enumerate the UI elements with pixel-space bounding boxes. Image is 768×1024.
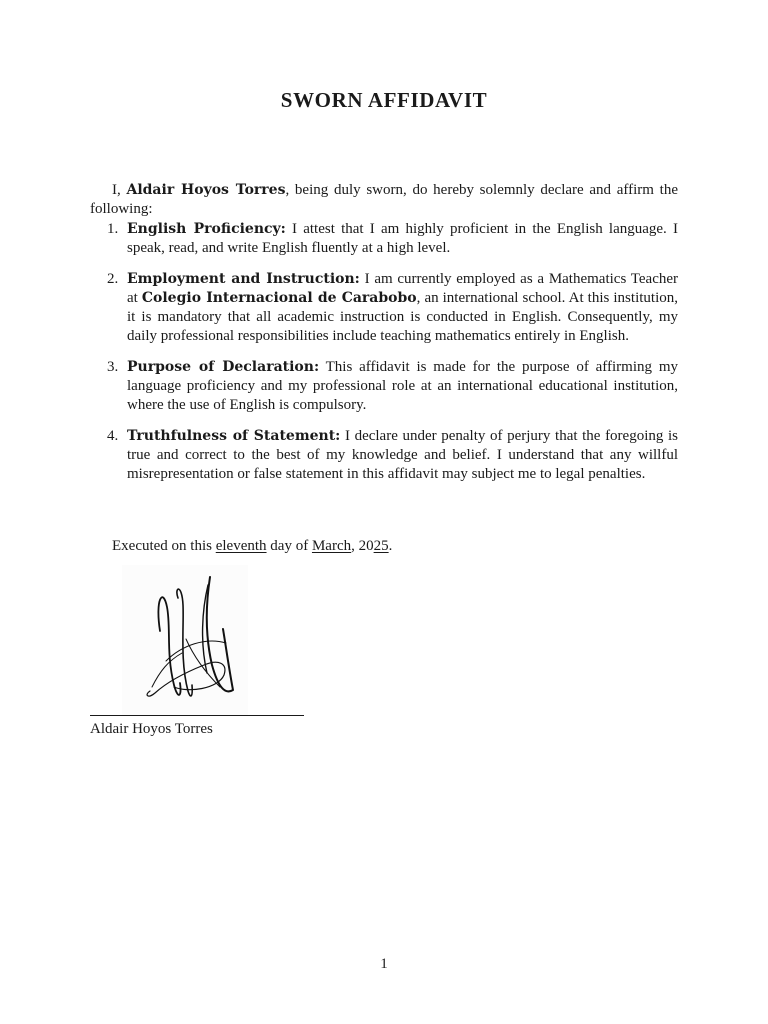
item-text: I am currently employed as a Mathematics Teacher at xyxy=(127,271,679,306)
item-heading: Truthfulness of Statement: xyxy=(127,428,341,444)
institution-name: Colegio Internacional de Carabobo xyxy=(141,290,417,306)
signature-image xyxy=(122,565,248,715)
executed-year-prefix: 20 xyxy=(358,538,374,554)
executed-prefix: Executed on this xyxy=(112,538,216,554)
item-text: I declare under penalty of perjury that the foregoing is true and correct to the best of my knowledge and belief. I understand that any willful misrepresentation or false statement in this affidavit may subject me to legal penalties. xyxy=(127,428,678,482)
page-number: 1 xyxy=(380,956,388,972)
list-number: 4. xyxy=(107,428,119,444)
declarant-name: Aldair Hoyos Torres xyxy=(126,182,286,198)
intro-suffix: , being duly sworn, do hereby solemnly declare and affirm the following: xyxy=(90,182,678,217)
item-heading: English Proficiency: xyxy=(127,221,286,237)
list-item xyxy=(90,220,678,258)
signature-line xyxy=(90,715,304,716)
document-title: SWORN AFFIDAVIT xyxy=(280,88,488,112)
item-text: I attest that I am highly proficient in the English language. I speak, read, and write English fluently at a high level. xyxy=(127,221,679,256)
list-number: 3. xyxy=(107,359,119,375)
list-item xyxy=(90,358,678,415)
list-item xyxy=(90,427,678,484)
intro-prefix: I, xyxy=(112,182,127,198)
item-text: This affidavit is made for the purpose of affirming my language proficiency and my professional role at an international educational institution, where the use of English is compulsory. xyxy=(127,359,678,413)
executed-comma: , xyxy=(351,538,359,554)
executed-month: March xyxy=(311,538,352,554)
declaration-list xyxy=(90,220,678,496)
list-number: 2. xyxy=(107,271,119,287)
executed-end: . xyxy=(388,538,393,554)
executed-day: eleventh xyxy=(215,538,267,554)
list-item xyxy=(90,270,678,346)
list-number: 1. xyxy=(107,221,119,237)
execution-date-line xyxy=(112,537,392,556)
executed-middle: day of xyxy=(266,538,312,554)
signature-scribble xyxy=(122,565,248,715)
intro-paragraph xyxy=(90,181,678,219)
signatory-name: Aldair Hoyos Torres xyxy=(90,721,213,737)
item-text: , an international school. At this institution, it is mandatory that all academic instruction is conducted in English. Consequently, my daily professional responsibilities include teaching mathematics entirely in English. xyxy=(127,290,678,344)
item-heading: Employment and Instruction: xyxy=(127,271,360,287)
item-heading: Purpose of Declaration: xyxy=(127,359,320,375)
executed-year-suffix: 25 xyxy=(373,538,389,554)
